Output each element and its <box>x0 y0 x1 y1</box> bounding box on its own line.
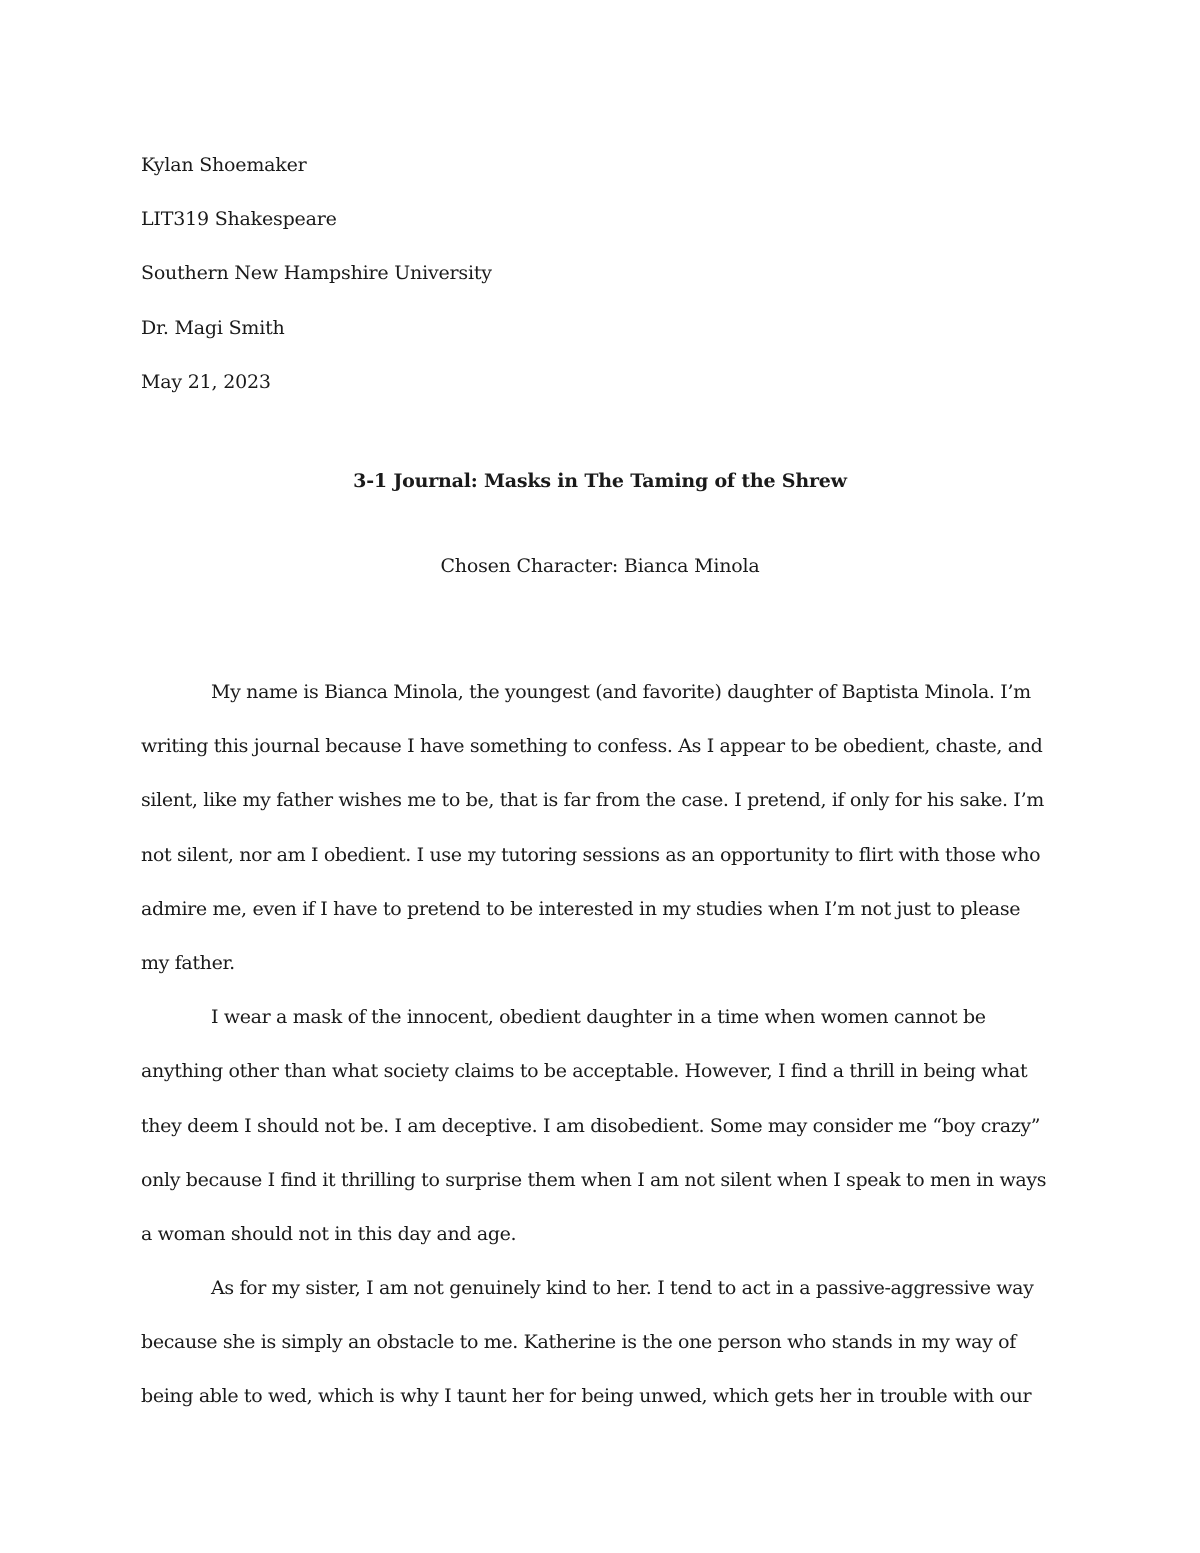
paragraph-1-line-2: writing this journal because I have something to confess. As I appear to be obedient, chaste, and <box>141 735 1043 758</box>
course-name: LIT319 Shakespeare <box>141 208 337 231</box>
document-title: 3-1 Journal: Masks in The Taming of the Shrew <box>353 470 847 492</box>
document-subtitle: Chosen Character: Bianca Minola <box>440 555 760 577</box>
paragraph-3-line-2: because she is simply an obstacle to me. Katherine is the one person who stands in my way of <box>141 1331 1016 1354</box>
paragraph-3-line-3: being able to wed, which is why I taunt her for being unwed, which gets her in trouble with our <box>141 1385 1032 1408</box>
paragraph-1-line-6: my father. <box>141 951 235 974</box>
paragraph-1-line-1: My name is Bianca Minola, the youngest (and favorite) daughter of Baptista Minola. I’m <box>211 681 1031 703</box>
paragraph-2-line-4: only because I find it thrilling to surprise them when I am not silent when I speak to men in ways <box>141 1168 1047 1191</box>
author-name: Kylan Shoemaker <box>141 154 307 176</box>
paragraph-1-line-4: not silent, nor am I obedient. I use my tutoring sessions as an opportunity to flirt with those who <box>141 843 1041 866</box>
document-date: May 21, 2023 <box>141 370 271 393</box>
instructor-name: Dr. Magi Smith <box>141 316 285 339</box>
university-name: Southern New Hampshire University <box>141 262 492 285</box>
paragraph-2-line-1: I wear a mask of the innocent, obedient daughter in a time when women cannot be <box>211 1006 986 1029</box>
paragraph-3-line-1: As for my sister, I am not genuinely kind to her. I tend to act in a passive-aggressive way <box>211 1277 1034 1300</box>
document-header <box>141 138 1041 409</box>
paragraph-2-line-3: they deem I should not be. I am deceptive. I am disobedient. Some may consider me “boy crazy” <box>141 1114 1041 1137</box>
document-body <box>141 665 1066 1424</box>
paragraph-1-line-3: silent, like my father wishes me to be, that is far from the case. I pretend, if only for his sake. I’m <box>141 789 1044 812</box>
paragraph-2-line-5: a woman should not in this day and age. <box>141 1222 517 1245</box>
paragraph-1-line-5: admire me, even if I have to pretend to be interested in my studies when I’m not just to please <box>141 897 1021 920</box>
paragraph-2-line-2: anything other than what society claims to be acceptable. However, I find a thrill in being what <box>141 1060 1028 1083</box>
